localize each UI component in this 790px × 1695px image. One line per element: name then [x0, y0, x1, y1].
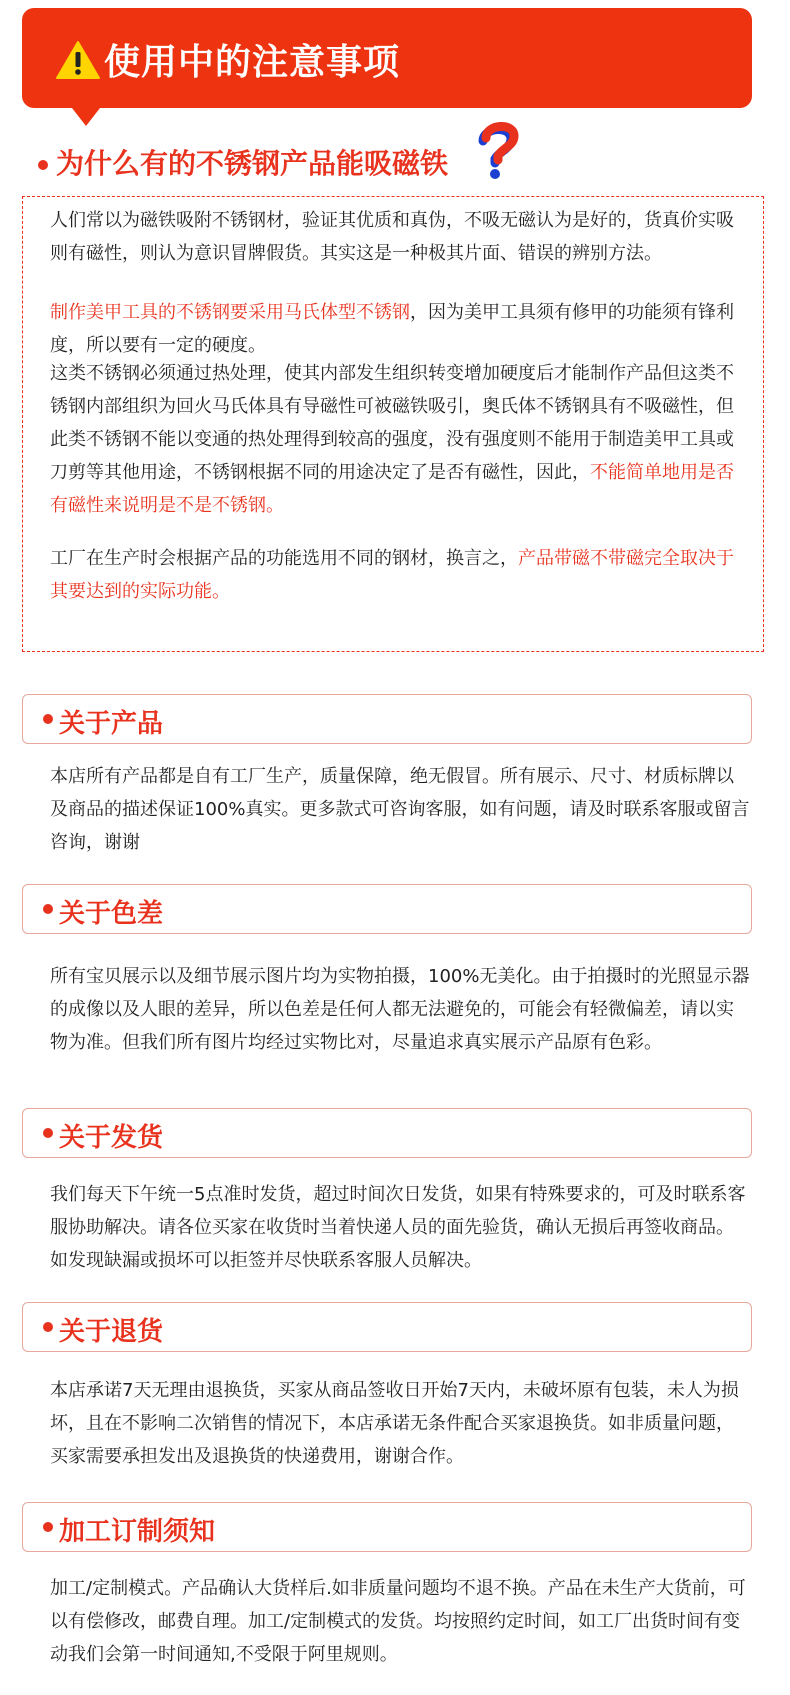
- magnet-highlight-3: 产品带磁不带磁完全取决于其要达到的实际功能。: [50, 548, 734, 602]
- section-title: 关于发货: [59, 1123, 164, 1153]
- section-body-color: 所有宝贝展示以及细节展示图片均为实物拍摄，100%无美化。由于拍摄时的光照显示器的成像以及人眼的差异，所以色差是任何人都无法避免的，可能会有轻微偏差，请以实物为准。但我们所有图片均经过实物比对，尽量追求真实展示产品原有色彩。: [50, 966, 750, 1053]
- section-title: 关于退货: [59, 1317, 164, 1347]
- section-body-product: 本店所有产品都是自有工厂生产，质量保障，绝无假冒。所有展示、尺寸、材质标牌以及商品的描述保证100%真实。更多款式可咨询客服，如有问题，请及时联系客服或留言咨询，谢谢: [50, 766, 750, 853]
- warning-icon: [55, 40, 101, 80]
- bullet-dot: [43, 1522, 53, 1532]
- section-body-returns: 本店承诺7天无理由退换货，买家从商品签收日开始7天内，未破坏原有包装，未人为损坏，且在不影响二次销售的情况下，本店承诺无条件配合买家退换货。如非质量问题，买家需要承担发出及退换货的快递费用，谢谢合作。: [50, 1380, 739, 1467]
- section-title: 加工订制须知: [59, 1517, 216, 1547]
- bullet-dot: [38, 160, 48, 170]
- section-body-customization: 加工/定制模式。产品确认大货样后.如非质量问题均不退不换。产品在未生产大货前，可以有偿修改，邮费自理。加工/定制模式的发货。均按照约定时间，如工厂出货时间有变动我们会第一时间通知,不受限于阿里规则。: [50, 1578, 746, 1665]
- magnet-section-title: 为什么有的不锈钢产品能吸磁铁: [56, 147, 449, 180]
- magnet-paragraph-3: 这类不锈钢必须通过热处理，使其内部发生组织转变增加硬度后才能制作产品但这类不锈钢内部组织为回火马氏体具有导磁性可被磁铁吸引，奥氏体不锈钢具有不吸磁性，但此类不锈钢不能以变通的热处理得到较高的强度，没有强度则不能用于制造美甲工具或刀剪等其他用途，不锈钢根据不同的用途决定了是否有磁性，因此，不能简单地用是否有磁性来说明是不是不锈钢。: [50, 363, 734, 516]
- magnet-highlight-1: 制作美甲工具的不锈钢要采用马氏体型不锈钢: [50, 302, 410, 323]
- magnet-paragraph-1: 人们常以为磁铁吸附不锈钢材，验证其优质和真伪，不吸无磁认为是好的，货真价实吸则有磁性，则认为意识冒牌假货。其实这是一种极其片面、错误的辨别方法。: [50, 210, 734, 264]
- section-title: 关于产品: [59, 709, 164, 739]
- section-title: 关于色差: [59, 899, 164, 929]
- section-header-product: [22, 694, 752, 744]
- bullet-dot: [43, 904, 53, 914]
- section-body-shipping: 我们每天下午统一5点准时发货，超过时间次日发货，如果有特殊要求的，可及时联系客服协助解决。请各位买家在收货时当着快递人员的面先验货，确认无损后再签收商品。如发现缺漏或损坏可以拒签并尽快联系客服人员解决。: [50, 1184, 746, 1271]
- banner-title: 使用中的注意事项: [104, 42, 401, 83]
- magnet-paragraph-2: 制作美甲工具的不锈钢要采用马氏体型不锈钢，因为美甲工具须有修甲的功能须有锋利度，所以要有一定的硬度。: [50, 302, 734, 356]
- bullet-dot: [43, 714, 53, 724]
- question-mark-icon: [464, 118, 524, 182]
- section-header-color: [22, 884, 752, 934]
- bullet-dot: [43, 1322, 53, 1332]
- magnet-highlight-2: 不能简单地用是否有磁性来说明是不是不锈钢。: [50, 462, 734, 516]
- banner-pointer: [72, 108, 100, 126]
- magnet-paragraph-4: 工厂在生产时会根据产品的功能选用不同的钢材，换言之，产品带磁不带磁完全取决于其要达到的实际功能。: [50, 548, 734, 602]
- top-banner: [22, 8, 752, 108]
- section-header-shipping: [22, 1108, 752, 1158]
- section-header-returns: [22, 1302, 752, 1352]
- section-header-customization: [22, 1502, 752, 1552]
- bullet-dot: [43, 1128, 53, 1138]
